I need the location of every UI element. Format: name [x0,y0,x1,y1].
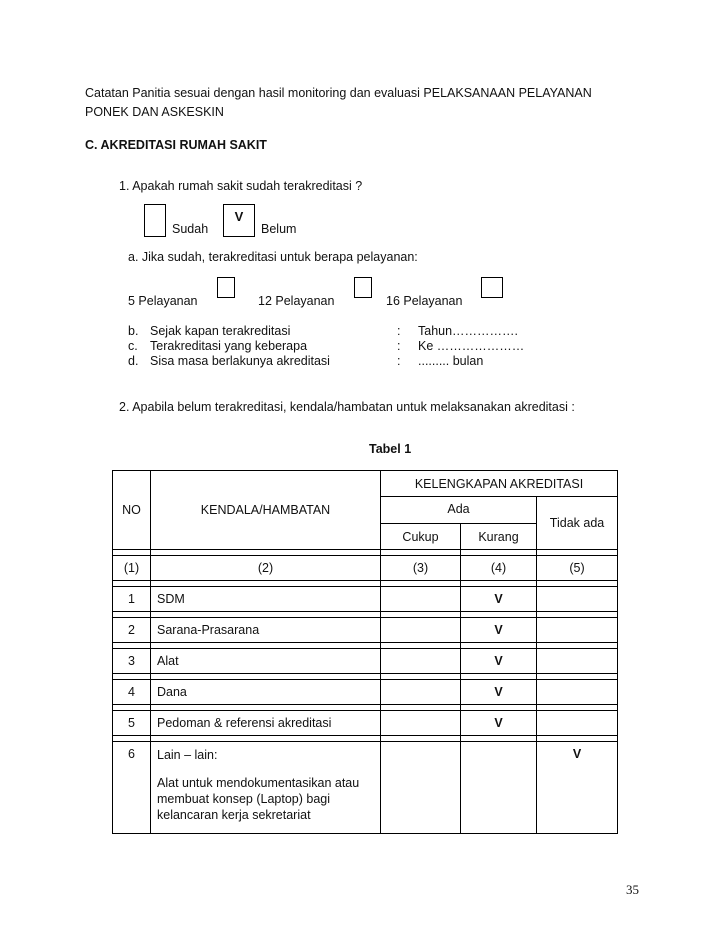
row-item-cell [151,742,381,834]
table-row [113,618,618,643]
table-row [113,742,618,834]
sub-question-a: a. Jika sudah, terakreditasi untuk berapa pelayanan: [128,250,418,264]
item-d-label: Sisa masa berlakunya akreditasi [150,354,330,368]
col-num-1: (1) [113,556,151,581]
row-tidak-ada [537,649,618,674]
col-num-3: (3) [381,556,461,581]
option-5-pelayanan-label: 5 Pelayanan [128,294,198,308]
row-cukup [381,742,461,834]
option-12-pelayanan-label: 12 Pelayanan [258,294,335,308]
table-row [113,680,618,705]
row-item: SDM [151,587,381,612]
col-num-4: (4) [461,556,537,581]
row-no: 6 [113,742,151,834]
option-belum-label: Belum [261,222,297,236]
header-ada: Ada [381,497,537,524]
item-b-value: Tahun……………. [418,324,519,338]
row-no: 2 [113,618,151,643]
row-cukup [381,618,461,643]
intro-line-2: PONEK DAN ASKESKIN [85,105,224,119]
row-kurang: V [461,711,537,736]
row-no: 4 [113,680,151,705]
checkbox-16-pelayanan[interactable] [481,277,503,298]
row-no: 1 [113,587,151,612]
table-row [113,711,618,736]
header-no: NO [113,471,151,550]
col-num-5: (5) [537,556,618,581]
row-cukup [381,649,461,674]
table-caption: Tabel 1 [369,442,412,456]
row-no: 5 [113,711,151,736]
row-no: 3 [113,649,151,674]
row-kurang: V [461,680,537,705]
item-c-label: Terakreditasi yang keberapa [150,339,308,353]
row-item: Lain – lain: [157,748,218,762]
checkbox-belum[interactable] [223,204,255,237]
row-kurang [461,742,537,834]
intro-line-1: Catatan Panitia sesuai dengan hasil monitoring dan evaluasi PELAKSANAAN PELAYANAN [85,86,592,100]
row-kurang: V [461,587,537,612]
row-item: Pedoman & referensi akreditasi [151,711,381,736]
accreditation-obstacles-table [112,470,618,834]
header-kelengkapan: KELENGKAPAN AKREDITASI [381,471,618,497]
row-kurang: V [461,649,537,674]
item-d-colon: : [397,354,401,368]
row-item: Sarana-Prasarana [151,618,381,643]
header-kurang: Kurang [461,524,537,550]
option-sudah-label: Sudah [172,222,209,236]
checkbox-5-pelayanan[interactable] [217,277,235,298]
belum-check-mark: V [234,209,244,224]
item-b-letter: b. [128,324,139,338]
item-c-colon: : [397,339,401,353]
row-tidak-ada: V [537,742,618,834]
question-1: 1. Apakah rumah sakit sudah terakreditasi ? [119,179,363,193]
checkbox-sudah[interactable] [144,204,166,237]
item-d-letter: d. [128,354,139,368]
checkbox-12-pelayanan[interactable] [354,277,372,298]
item-d-value: ......... bulan [418,354,484,368]
row-item: Dana [151,680,381,705]
row-note-line: Alat untuk mendokumentasikan atau [157,776,360,790]
option-16-pelayanan-label: 16 Pelayanan [386,294,463,308]
row-tidak-ada [537,680,618,705]
row-cukup [381,587,461,612]
item-b-label: Sejak kapan terakreditasi [150,324,291,338]
row-kurang: V [461,618,537,643]
row-tidak-ada [537,711,618,736]
row-cukup [381,711,461,736]
item-c-value: Ke ………………… [418,339,525,353]
question-2: 2. Apabila belum terakreditasi, kendala/hambatan untuk melaksanakan akreditasi : [119,400,575,414]
header-kendala: KENDALA/HAMBATAN [151,471,381,550]
header-tidak-ada: Tidak ada [537,497,618,550]
table-row [113,649,618,674]
item-b-colon: : [397,324,401,338]
row-tidak-ada [537,618,618,643]
row-note-line: membuat konsep (Laptop) bagi [157,792,331,806]
row-note-line: kelancaran kerja sekretariat [157,808,311,822]
item-c-letter: c. [128,339,138,353]
header-cukup: Cukup [381,524,461,550]
section-title: C. AKREDITASI RUMAH SAKIT [85,138,267,152]
row-tidak-ada [537,587,618,612]
row-item: Alat [151,649,381,674]
row-cukup [381,680,461,705]
table-row [113,587,618,612]
col-num-2: (2) [151,556,381,581]
page-number: 35 [626,882,639,897]
